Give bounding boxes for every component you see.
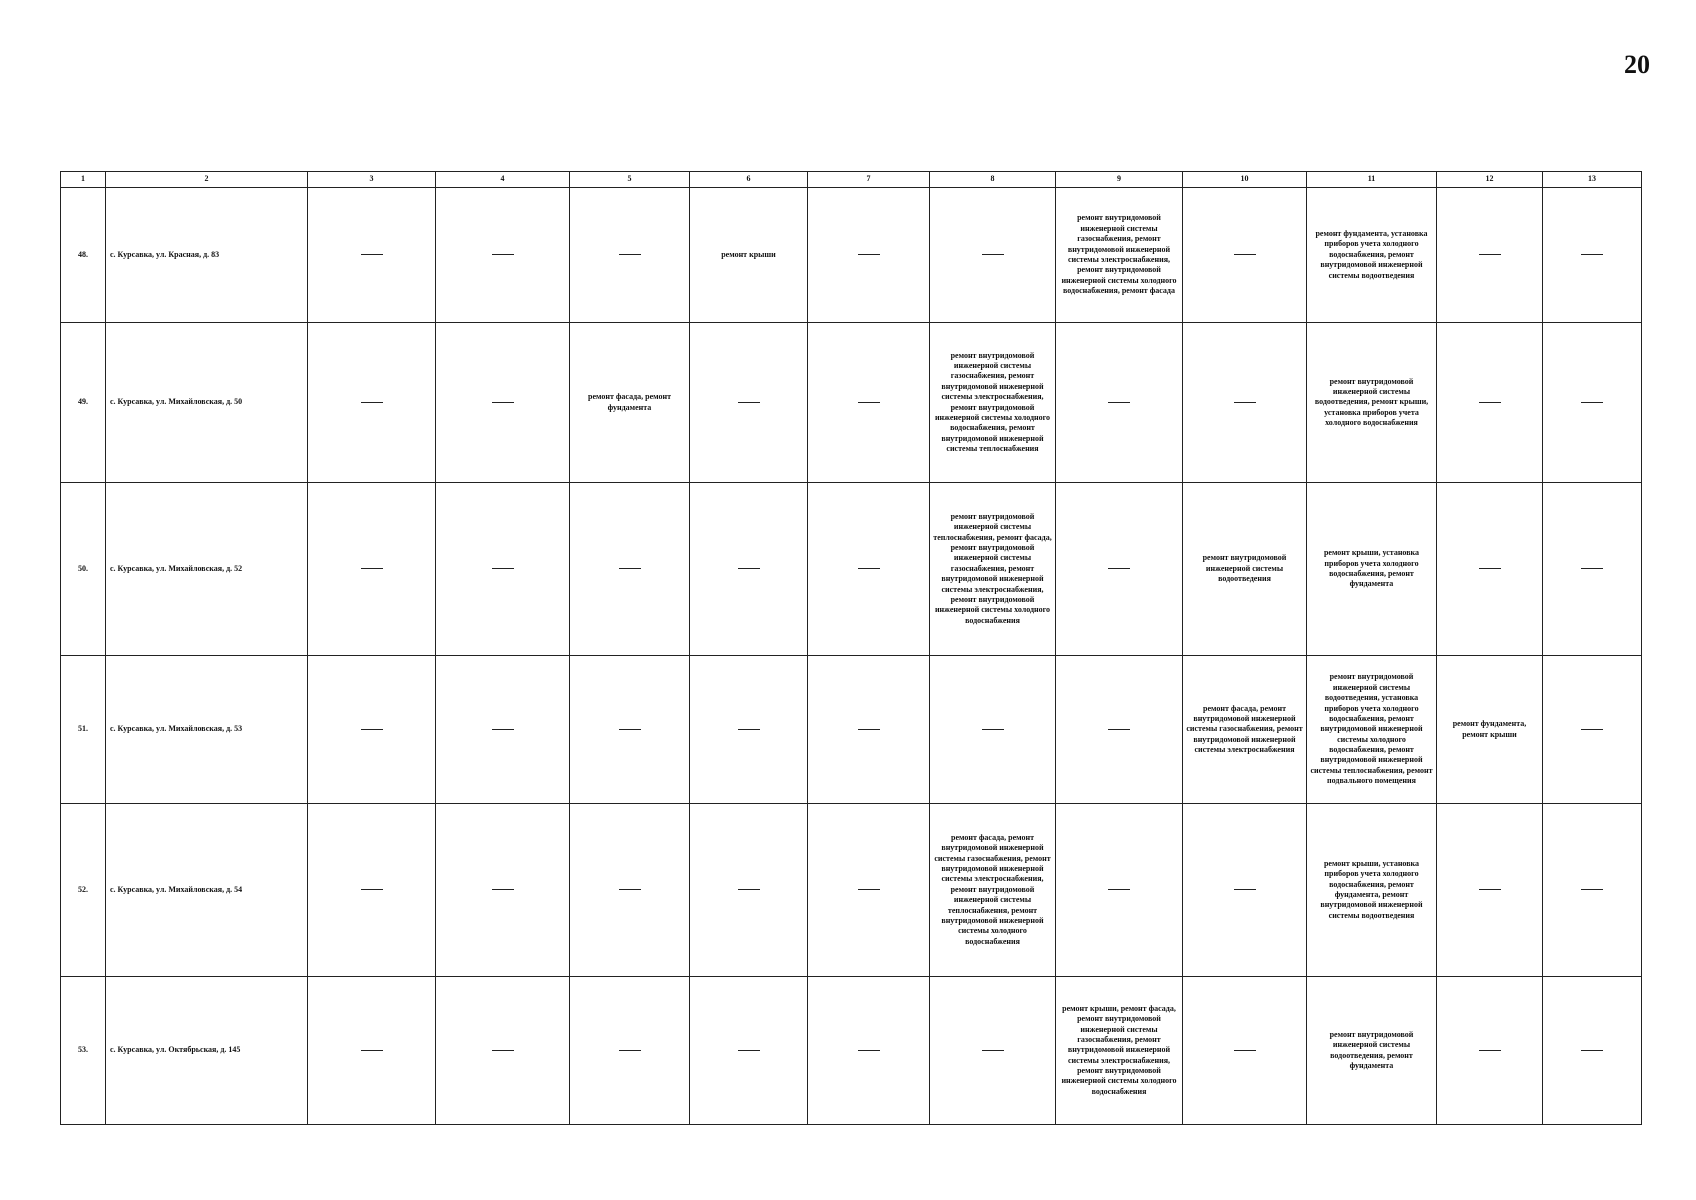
dash-mark (1108, 402, 1130, 403)
column-header: 7 (808, 172, 930, 188)
dash-mark (619, 1050, 641, 1051)
empty-cell (308, 656, 436, 804)
dash-mark (361, 254, 383, 255)
empty-cell (1056, 656, 1183, 804)
work-cell: ремонт фундамента, ремонт крыши (1437, 656, 1543, 804)
column-header: 9 (1056, 172, 1183, 188)
dash-mark (982, 254, 1004, 255)
empty-cell (808, 188, 930, 323)
dash-mark (858, 402, 880, 403)
dash-mark (619, 889, 641, 890)
column-number-row (61, 172, 1642, 188)
work-cell: ремонт внутридомовой инженерной системы газоснабжения, ремонт внутридомовой инженерной системы электроснабжения, ремонт внутридомовой инженерной системы холодного водоснабжения, ремонт внутридомовой инженерной системы теплоснабжения (930, 323, 1056, 483)
dash-mark (1581, 889, 1603, 890)
column-header: 8 (930, 172, 1056, 188)
work-cell: ремонт фасада, ремонт внутридомовой инженерной системы газоснабжения, ремонт внутридомовой инженерной системы электроснабжения, ремонт внутридомовой инженерной системы теплоснабжения, ремонт внутридомовой инженерной системы холодного водоснабжения (930, 804, 1056, 977)
work-cell: ремонт внутридомовой инженерной системы теплоснабжения, ремонт фасада, ремонт внутридомовой инженерной системы газоснабжения, ремонт внутридомовой инженерной системы электроснабжения, ремонт внутридомовой инженерной системы холодного водоснабжения (930, 483, 1056, 656)
empty-cell (1183, 188, 1307, 323)
row-number: 48. (61, 188, 106, 323)
work-cell: ремонт крыши, установка приборов учета холодного водоснабжения, ремонт фундамента (1307, 483, 1437, 656)
dash-mark (1234, 1050, 1256, 1051)
dash-mark (1234, 889, 1256, 890)
dash-mark (492, 889, 514, 890)
address-cell: с. Курсавка, ул. Красная, д. 83 (106, 188, 308, 323)
empty-cell (1056, 483, 1183, 656)
empty-cell (690, 977, 808, 1125)
empty-cell (1056, 804, 1183, 977)
row-number: 51. (61, 656, 106, 804)
work-cell: ремонт внутридомовой инженерной системы водоотведения, установка приборов учета холодного водоснабжения, ремонт внутридомовой инженерной системы холодного водоснабжения, ремонт внутридомовой инженерной системы теплоснабжения, ремонт подвального помещения (1307, 656, 1437, 804)
empty-cell (808, 977, 930, 1125)
dash-mark (858, 1050, 880, 1051)
table-row (61, 804, 1642, 977)
dash-mark (361, 729, 383, 730)
work-cell: ремонт внутридомовой инженерной системы водоотведения, ремонт фундамента (1307, 977, 1437, 1125)
dash-mark (1479, 254, 1501, 255)
dash-mark (1479, 402, 1501, 403)
empty-cell (1437, 188, 1543, 323)
empty-cell (308, 483, 436, 656)
table-row (61, 188, 1642, 323)
address-cell: с. Курсавка, ул. Михайловская, д. 52 (106, 483, 308, 656)
table-row (61, 483, 1642, 656)
work-cell: ремонт фасада, ремонт внутридомовой инженерной системы газоснабжения, ремонт внутридомовой инженерной системы электроснабжения (1183, 656, 1307, 804)
table-row (61, 323, 1642, 483)
dash-mark (738, 1050, 760, 1051)
dash-mark (858, 729, 880, 730)
dash-mark (492, 729, 514, 730)
table-row (61, 977, 1642, 1125)
empty-cell (308, 977, 436, 1125)
empty-cell (570, 804, 690, 977)
address-cell: с. Курсавка, ул. Михайловская, д. 50 (106, 323, 308, 483)
column-header: 12 (1437, 172, 1543, 188)
work-cell: ремонт крыши, установка приборов учета холодного водоснабжения, ремонт фундамента, ремонт внутридомовой инженерной системы водоотведения (1307, 804, 1437, 977)
empty-cell (1437, 804, 1543, 977)
dash-mark (1581, 729, 1603, 730)
address-cell: с. Курсавка, ул. Октябрьская, д. 145 (106, 977, 308, 1125)
dash-mark (1581, 1050, 1603, 1051)
dash-mark (1108, 568, 1130, 569)
empty-cell (570, 656, 690, 804)
empty-cell (1183, 804, 1307, 977)
column-header: 6 (690, 172, 808, 188)
row-number: 52. (61, 804, 106, 977)
work-cell: ремонт внутридомовой инженерной системы водоотведения (1183, 483, 1307, 656)
column-header: 3 (308, 172, 436, 188)
dash-mark (738, 402, 760, 403)
column-header: 2 (106, 172, 308, 188)
empty-cell (1543, 483, 1642, 656)
dash-mark (492, 402, 514, 403)
work-cell: ремонт фасада, ремонт фундамента (570, 323, 690, 483)
empty-cell (1543, 804, 1642, 977)
repair-schedule-table (60, 171, 1642, 1125)
dash-mark (1581, 254, 1603, 255)
empty-cell (930, 656, 1056, 804)
row-number: 53. (61, 977, 106, 1125)
empty-cell (1183, 977, 1307, 1125)
empty-cell (1543, 656, 1642, 804)
column-header: 4 (436, 172, 570, 188)
column-header: 11 (1307, 172, 1437, 188)
column-header: 1 (61, 172, 106, 188)
dash-mark (982, 1050, 1004, 1051)
work-cell: ремонт крыши (690, 188, 808, 323)
column-header: 10 (1183, 172, 1307, 188)
dash-mark (492, 1050, 514, 1051)
dash-mark (619, 254, 641, 255)
empty-cell (690, 804, 808, 977)
empty-cell (436, 656, 570, 804)
dash-mark (1479, 889, 1501, 890)
table-row (61, 656, 1642, 804)
row-number: 49. (61, 323, 106, 483)
empty-cell (570, 483, 690, 656)
empty-cell (308, 323, 436, 483)
empty-cell (570, 977, 690, 1125)
dash-mark (858, 254, 880, 255)
empty-cell (436, 323, 570, 483)
empty-cell (690, 656, 808, 804)
empty-cell (808, 804, 930, 977)
column-header: 5 (570, 172, 690, 188)
work-cell: ремонт внутридомовой инженерной системы газоснабжения, ремонт внутридомовой инженерной системы электроснабжения, ремонт внутридомовой инженерной системы холодного водоснабжения, ремонт фасада (1056, 188, 1183, 323)
empty-cell (1543, 977, 1642, 1125)
dash-mark (858, 568, 880, 569)
dash-mark (1581, 568, 1603, 569)
work-cell: ремонт крыши, ремонт фасада, ремонт внутридомовой инженерной системы газоснабжения, ремонт внутридомовой инженерной системы электроснабжения, ремонт внутридомовой инженерной системы холодного водоснабжения (1056, 977, 1183, 1125)
dash-mark (361, 889, 383, 890)
dash-mark (361, 402, 383, 403)
empty-cell (436, 804, 570, 977)
column-header: 13 (1543, 172, 1642, 188)
empty-cell (436, 188, 570, 323)
empty-cell (436, 977, 570, 1125)
dash-mark (361, 568, 383, 569)
empty-cell (690, 323, 808, 483)
empty-cell (308, 804, 436, 977)
work-cell: ремонт внутридомовой инженерной системы водоотведения, ремонт крыши, установка приборов учета холодного водоснабжения (1307, 323, 1437, 483)
dash-mark (738, 889, 760, 890)
dash-mark (1479, 1050, 1501, 1051)
row-number: 50. (61, 483, 106, 656)
dash-mark (619, 568, 641, 569)
dash-mark (1108, 729, 1130, 730)
empty-cell (1056, 323, 1183, 483)
empty-cell (1543, 188, 1642, 323)
empty-cell (808, 656, 930, 804)
empty-cell (808, 483, 930, 656)
dash-mark (619, 729, 641, 730)
dash-mark (361, 1050, 383, 1051)
empty-cell (1437, 483, 1543, 656)
empty-cell (436, 483, 570, 656)
dash-mark (1234, 402, 1256, 403)
dash-mark (1581, 402, 1603, 403)
dash-mark (1479, 568, 1501, 569)
empty-cell (1437, 323, 1543, 483)
dash-mark (1234, 254, 1256, 255)
address-cell: с. Курсавка, ул. Михайловская, д. 54 (106, 804, 308, 977)
dash-mark (738, 568, 760, 569)
empty-cell (1437, 977, 1543, 1125)
empty-cell (1543, 323, 1642, 483)
empty-cell (308, 188, 436, 323)
dash-mark (738, 729, 760, 730)
dash-mark (492, 568, 514, 569)
dash-mark (982, 729, 1004, 730)
empty-cell (930, 977, 1056, 1125)
dash-mark (1108, 889, 1130, 890)
work-cell: ремонт фундамента, установка приборов учета холодного водоснабжения, ремонт внутридомовой инженерной системы водоотведения (1307, 188, 1437, 323)
dash-mark (492, 254, 514, 255)
page-number: 20 (1624, 50, 1650, 79)
dash-mark (858, 889, 880, 890)
empty-cell (570, 188, 690, 323)
empty-cell (690, 483, 808, 656)
empty-cell (808, 323, 930, 483)
address-cell: с. Курсавка, ул. Михайловская, д. 53 (106, 656, 308, 804)
empty-cell (930, 188, 1056, 323)
empty-cell (1183, 323, 1307, 483)
